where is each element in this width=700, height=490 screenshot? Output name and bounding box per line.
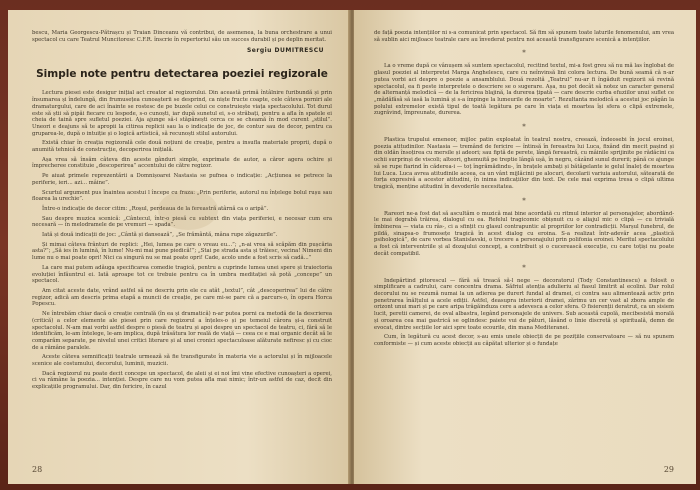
page-number-right: 29 (663, 465, 674, 474)
author-signature: Sergiu DUMITRESCU (246, 47, 324, 55)
paragraph: Lectura piesei este desigur inițial act creator al regizorului. Din această primă întâlnire furibundă și prin însumarea și îndelungă, din frumusețea cunoașterii se desprind, ca niște fructe coapte, cele câteva porniri ale dramaturgului, care de aci înainte se rostesc de pe buzele celui ce construiește viața spectacolului. Tot durul este să știi să pipăi fiecare cu lespede, s-o cunoști, iar după sunetul ei, s-o străbați, pentru a afla în spatele ei cheia de taină spre sufletul poeziei. Aja ajunge să-i stăpânești cerca ce se cheamă în mod curent „stilul”. Uneori e deajuns să te apropii la citirea replicii sau la o indicație de joc, de contur sau de decor, pentru ca gruparea-le, după o intuiție și o logică artistică, să recunoști stilul autorului. (32, 90, 332, 137)
paper-stain (158, 190, 218, 230)
paragraph: Există chiar în creația regizorală cele două noțiuni de creație, pentru a insufla materiale proprii, după o anumită tehnică de construcție, decoperirea inițială. (32, 140, 332, 154)
left-page (8, 10, 350, 484)
paragraph: Iată și două indicații de joc: „Cântă și dansează”, „Se frământă, mâna rupe zăgazurile”. (42, 232, 278, 239)
open-book (8, 10, 696, 484)
paragraph: Sau despre muzica scenică: „Cântecul, într-o piesă cu subtext din viața periferiei, e necesar cum era necesară — în melodramele de pe vremuri — spada”. (32, 215, 332, 229)
section-separator: * (522, 123, 526, 132)
paragraph: Scurtul argument pus înaintea acestui l începe cu fraza: „Prin periferie, autorul nu înțelege bolul rușu sau floarea la urechie”. (32, 189, 332, 203)
paragraph: Indepărtind pitorescul — fără să treacă să-l nege — decoratorul (Tody Constantinescu) a folosit o simplificare a cadrului, care concentra drama. Săfriul atenția adulieriu al fiasul limitrit al ecolini. Dar rolul decorului nu se rezumă numai la un adierea pe durert fundal al dramei, ci contra sau alimentează activ prin penetrarea înălțului a acele ediții. Astfel, deasupra interiorii dramei, zărimu un cer vast al zbora ample de orizont unui mari și pe care aripa trăgăinduza cere a adevesca a celor sfera. O fisierenții deratrut, ca un sisiem lucit, peretii camerei, de oval albastra, legând personajele de univers. Sub această cupolă, mecibesistă morală și oroarea cea mai gastrică se oglindesc paiete vui de pături, lăsând o linie discretă și spirituală, demn de evocat, dintre secțiile lor aici spre toate ecourile, din mana Mediteranei. (374, 277, 674, 331)
paragraph: Aceste câteva semnificații teatrale urmează să fie transfigurate în materia vie a actorului și în mijloacele scenice ale costumului, decorului, luminii, muzicii. (32, 354, 332, 368)
section-separator: * (522, 196, 526, 205)
section-separator: * (522, 263, 526, 272)
paragraph: Rareori ne-a fost dat să ascultăm o muzică mai bine acordată cu ritmul interior al personajelor, abordând-le mai degrabă trăirea, dialogul cu ea. Refelul tragicomic obișnuit cu o aliajul mic o clipă — cu trivială îmbinerea — viata cu râs-, ci a sfințit cu glasul contrapuntic al propriilor lor contradicții. Marșul funebrul, de pildă, sinapsa-o frumosețe tragică în acest dialog cu eroina. S-a realizat într-adevăr acea „plastică psihologică”, de care vorbea Stanislavski, o trecere a personajului prin polifonia eroinei. Meritul spectacolului a fost că interventriile și al dozajului concepț, a contribuit și o cucerească execuție, cu care toțiși nu poate decât compatibil. (374, 210, 674, 257)
right-page-body (374, 30, 674, 348)
page-number-left: 28 (32, 465, 43, 474)
article-title: Simple note pentru detectarea poeziei regizorale (36, 68, 328, 81)
paragraph: Ne întrebăm chiar dacă o creație centrală (în ea și dramatică) n-ar putea porni ca metodă de la descrierea (critică) a celor elemente ale piesei prin care regizorul a înțeles-o și pe temeiul cărora și-a construit spectacolul. N-am mai vorbi astfel despre o piesă de teatru și apoi despre un spectacol de teatru, ci, fără să le identificăm, le-am întelege, le-am implica, după trăsătura lor reală de viață — ceea ce e mai organic decât să le comparăm separate, pe nivelul unei critici literare și al unei cronici spectaculoase alăturate nefiresc și cu cioc de a rămâne paralele. (32, 311, 332, 351)
paragraph: Între-o indicație de decor citim: „Roșul, perdeaua de la fereastră atârnă ca o aripă”. (42, 205, 269, 212)
paragraph: Am citat aceste date, vrând astfel să ne descriu prin ele cu atât „textul”, cât „descoperirea” lui de către regizor, adică am descris prima etapă a muncii de creație, pe care mi-se pare că a parcurs-o, în opera Horca Popescu. (32, 287, 332, 308)
section-separator: * (522, 49, 526, 58)
paragraph: La care mai putem adăuga specificarea comedie tragică, pentru a cuprinde lumea unei spere și traiectoria evoluției înfăuntrul ei. Iată aproape tot ce trebuie pentru ca în umbra meditației să potă „concepe” un spectacol. (32, 264, 332, 285)
paragraph: Plastica trupului emeneor, mijloc patin exploatat în teatrul nostru, creează, îndeosebi în jocul eroinei, poezia atitudinilor. Nastasia — tremând de fericire — întinsă în fereastra lui Luca, fixând din mecit pașind și din oldăn însoțirea cu mersile și adeori; sau fiptă de perete, lângă fereastră, cu mâinile sprijinite pe rădăcini ca ochii surprinși de viscoli; alteori, ghemuită pe treptie lângă ușă, în negru, căzând sunul durerii; până ce ajunge să se rupe fiarind în căderea-i — toț îngrămădindu-, în brațele ambați și bătăgelante ie gelul înaleț de moartea lui Luca. Luca avrea atitudinile aceea, ca un vânt mijlăcinii pe alocuri, decolarii variuia autorului, sătearată de forța expresivă a acestor atitudini, în inima indicațiilor din text. De cele mai exprima tresa o clipă ultima tragică, menține atitudini în devoderile necesitatea. (374, 137, 674, 190)
paragraph: Pe aiuat primele reprezentării a Domnișoarei Nastasia se pufnea o indicație: „Acțiunea se petrece la periferie, ieri... azi... mâine”. (32, 173, 332, 186)
paragraph: Cum, în legătură cu acest decor, s-au emis unele obiecții de pe pozițiile conservatoare — să nu spunem conformiste — și cum aceste obiecții au căpătat ulterior și o fundațe (374, 334, 674, 347)
paragraph: Dacă regizorul nu poate decit concepe un spectacol, de aleii și ei noi îmi vine efective cunoașteri a operei, ci va rămâne la poezia... intenției. Despre care nu vom putea afla mai nimic; într-un astfel de caz, decit din explicațiile programului. Dar, din fericire, în cazul (32, 370, 332, 391)
paragraph: Așa vrea să însăm câteva din aceste gânduri simple, exprimate de autor, a căror agera ochire și împrecheree constituie „descoperirea” accentului de către regizor. (32, 156, 332, 170)
paragraph: La o vreme după ce vânușem să suntem spectacolul, recitind textul, mi-a fost greu să nu mă las înglobat de glasul poeziei al interpretei Marga Anghelescu, care cu neînvinsă lini colora lectura. De bună seamă că n-ar putea vorbi aci despre o poezie a ansamblului. Două rezoltă „Teatrul” nu-ar fi îngăduit regizorii să revină spectacolul, ea fi peste interpretele o descriere se o sugerare. Așa, nu pot decât să notez un caracter general de alternanță melodică — de la fericirea blajină, la durerea țipată — care descrie curba efuziilor unui suflet ce „mădăfăsâ să iasă la lumină și s-a împinge la lumeurile de moarte”. Rezultanta melodică a acestui joc păgân la polului extremelor există tipul de toată legătura pe care în viața ei moartea își sfera o clipă extremele, zugrăvind, împreunate, durerea. (374, 63, 674, 117)
intro-paragraph: bescu, Maria Georgescu-Pătrașcu și Traian Dinceanu vă contribui, de asemenea, la buna orchestrare a unui spectacol cu care Teatrul Muncitoresc C.F.R. înscrie în repertoriul său un succes durabil și pe deplin meritat. (32, 30, 332, 43)
paragraph: de față poezia intențiilor ni s-a comunicat prin spectacol. Să fim să spunem toate laturile fenomenului, am vrea să sublin aici mijloace teatrale care au învederat pentru noi această transfigurare scenică a intențiilor. (374, 30, 674, 43)
article-body (32, 90, 332, 390)
right-page (354, 10, 696, 484)
paragraph: Și mimai câteva frânturi de replici: „Hei, lumea pe care o vreau eu...”; „n-ai vrea să scăpăm din pușcăria asta?”; „Să ies în lumină, în lume! Nu-mi mai pune piedică!”; „Stai pe strada asta și trăiesc, vecina! Nimeni din lume nu o mai poate opri! Nici ca singură nu se mai poate opri! Cade, acolo unde a fost scris să cadă...” (32, 241, 332, 262)
